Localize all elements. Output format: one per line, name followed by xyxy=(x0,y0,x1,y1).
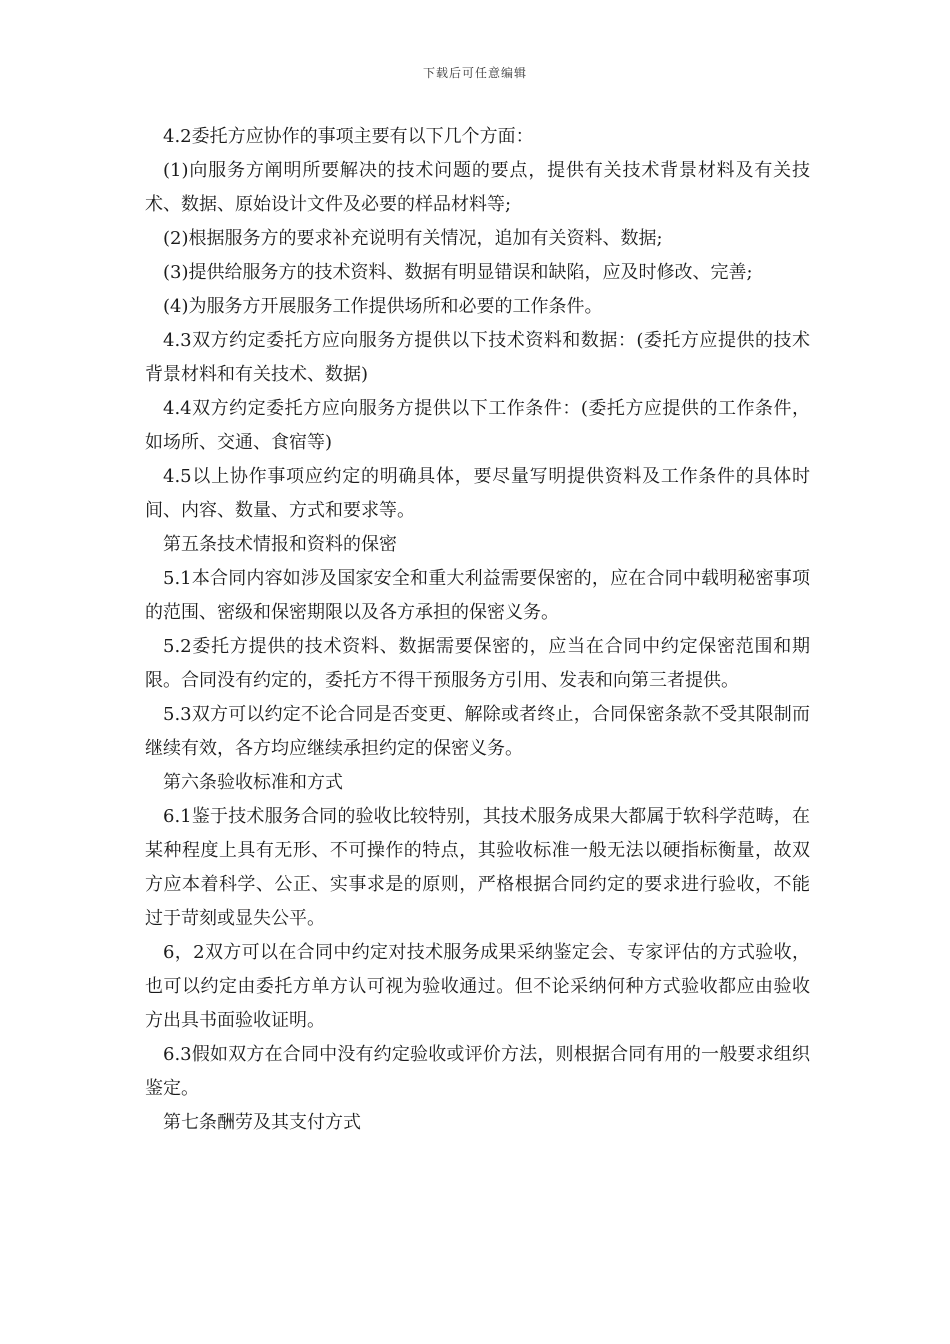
paragraph-5-1: 5.1本合同内容如涉及国家安全和重大利益需要保密的，应在合同中载明秘密事项的范围、密级和保密期限以及各方承担的保密义务。 xyxy=(145,568,810,623)
paragraph-4-2: 4.2委托方应协作的事项主要有以下几个方面： xyxy=(163,126,534,147)
paragraph-item-1: (1)向服务方阐明所要解决的技术问题的要点，提供有关技术背景材料及有关技术、数据、原始设计文件及必要的样品材料等; xyxy=(145,160,810,215)
paragraph-6-3: 6.3假如双方在合同中没有约定验收或评价方法，则根据合同有用的一般要求组织鉴定。 xyxy=(145,1044,810,1099)
paragraph-4-5: 4.5以上协作事项应约定的明确具体，要尽量写明提供资料及工作条件的具体时间、内容、数量、方式和要求等。 xyxy=(145,466,810,521)
paragraph-5-2: 5.2委托方提供的技术资料、数据需要保密的，应当在合同中约定保密范围和期限。合同没有约定的，委托方不得干预服务方引用、发表和向第三者提供。 xyxy=(145,636,810,691)
paragraph-4-3: 4.3双方约定委托方应向服务方提供以下技术资料和数据：(委托方应提供的技术背景材料和有关技术、数据) xyxy=(145,330,810,385)
section-heading-6: 第六条验收标准和方式 xyxy=(163,772,343,793)
paragraph-4-4: 4.4双方约定委托方应向服务方提供以下工作条件：(委托方应提供的工作条件，如场所、交通、食宿等) xyxy=(145,398,810,453)
paragraph-5-3: 5.3双方可以约定不论合同是否变更、解除或者终止，合同保密条款不受其限制而继续有效，各方均应继续承担约定的保密义务。 xyxy=(145,704,810,759)
paragraph-6-2: 6，2双方可以在合同中约定对技术服务成果采纳鉴定会、专家评估的方式验收，也可以约定由委托方单方认可视为验收通过。但不论采纳何种方式验收都应由验收方出具书面验收证明。 xyxy=(145,942,810,1031)
section-heading-7: 第七条酬劳及其支付方式 xyxy=(163,1112,361,1133)
paragraph-item-3: (3)提供给服务方的技术资料、数据有明显错误和缺陷，应及时修改、完善; xyxy=(163,262,753,283)
document-body xyxy=(145,120,810,1140)
paragraph-item-4: (4)为服务方开展服务工作提供场所和必要的工作条件。 xyxy=(163,296,603,317)
page-header: 下载后可任意编辑 xyxy=(422,66,527,80)
section-heading-5: 第五条技术情报和资料的保密 xyxy=(163,534,397,555)
paragraph-item-2: (2)根据服务方的要求补充说明有关情况，追加有关资料、数据; xyxy=(163,228,663,249)
paragraph-6-1: 6.1鉴于技术服务合同的验收比较特别，其技术服务成果大都属于软科学范畴，在某种程度上具有无形、不可操作的特点，其验收标准一般无法以硬指标衡量，故双方应本着科学、公正、实事求是的原则，严格根据合同约定的要求进行验收，不能过于苛刻或显失公平。 xyxy=(145,806,810,929)
